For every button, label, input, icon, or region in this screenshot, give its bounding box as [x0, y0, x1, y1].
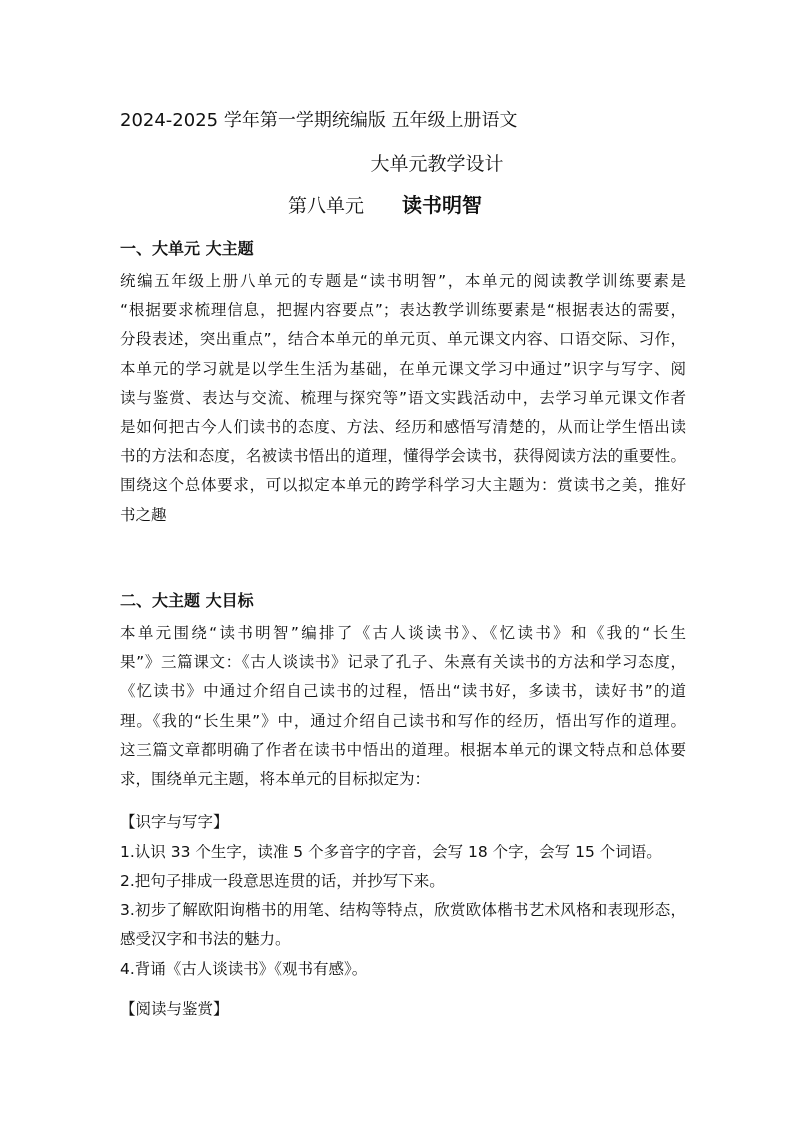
- paragraph-line: 读与鉴赏、表达与交流、梳理与探究等”语文实践活动中，去学习单元课文作者: [120, 388, 686, 407]
- paragraph-line: 分段表述，突出重点”，结合本单元的单元页、单元课文内容、口语交际、习作，: [120, 330, 686, 349]
- unit-label: 第八单元: [288, 195, 365, 217]
- document-subtitle: 大单元教学设计: [370, 153, 504, 175]
- unit-title: [288, 189, 482, 218]
- paragraph-line: 本单元围绕“读书明智”编排了《古人谈读书》、《忆读书》和《我的“长生: [120, 624, 686, 642]
- paragraph-line: 是如何把古今人们读书的态度、方法、经历和感悟写清楚的，从而让学生悟出读: [120, 418, 686, 437]
- section2-heading: 二、大主题 大目标: [120, 591, 254, 610]
- paragraph-line: 理。《我的“长生果”》中，通过介绍自己读书和写作的经历，悟出写作的道理。: [120, 711, 686, 730]
- section1-heading: 一、大单元 大主题: [120, 239, 254, 258]
- subsection-heading-reading: 【阅读与鉴赏】: [120, 1000, 229, 1018]
- list-item: 4.背诵《古人谈读书》《观书有感》。: [120, 960, 368, 978]
- list-item: 3.初步了解欧阳询楷书的用笔、结构等特点，欣赏欧体楷书艺术风格和表现形态， 感受汉字和书法的魅力。: [120, 901, 686, 949]
- section2-paragraph: [120, 619, 686, 794]
- paragraph-line: 《忆读书》中通过介绍自己读书的过程，悟出“读书好，多读书，读好书”的道: [120, 682, 686, 701]
- paragraph-line: 本单元的学习就是以学生生活为基础，在单元课文学习中通过”识字与写字、阅: [120, 359, 686, 378]
- paragraph-line: “根据要求梳理信息，把握内容要点”；表达教学训练要素是“根据表达的需要，: [120, 301, 686, 320]
- paragraph-line: 统编五年级上册八单元的专题是“读书明智”，本单元的阅读教学训练要素是: [120, 272, 686, 290]
- paragraph-line: 书之趣: [120, 505, 167, 524]
- paragraph-line: 求，围绕单元主题，将本单元的目标拟定为：: [120, 770, 431, 789]
- document-title: 2024-2025 学年第一学期统编版 五年级上册语文: [120, 110, 518, 131]
- subsection-heading-literacy: 【识字与写字】: [120, 813, 229, 831]
- paragraph-line: 围绕这个总体要求，可以拟定本单元的跨学科学习大主题为：赏读书之美，推好: [120, 476, 686, 495]
- paragraph-line: 书的方法和态度，名被读书悟出的道理，懂得学会读书，获得阅读方法的重要性。: [120, 447, 686, 466]
- section1-paragraph: [120, 267, 686, 530]
- list-item: 1.认识 33 个生字，读准 5 个多音字的字音，会写 18 个字，会写 15 个词语。: [120, 843, 662, 861]
- list-item: 2.把句子排成一段意思连贯的话，并抄写下来。: [120, 872, 445, 890]
- unit-name: 读书明智: [402, 193, 483, 217]
- paragraph-line: 这三篇文章都明确了作者在读书中悟出的道理。根据本单元的课文特点和总体要: [120, 740, 686, 759]
- paragraph-line: 果”》三篇课文：《古人谈读书》记录了孔子、朱熹有关读书的方法和学习态度，: [120, 653, 686, 672]
